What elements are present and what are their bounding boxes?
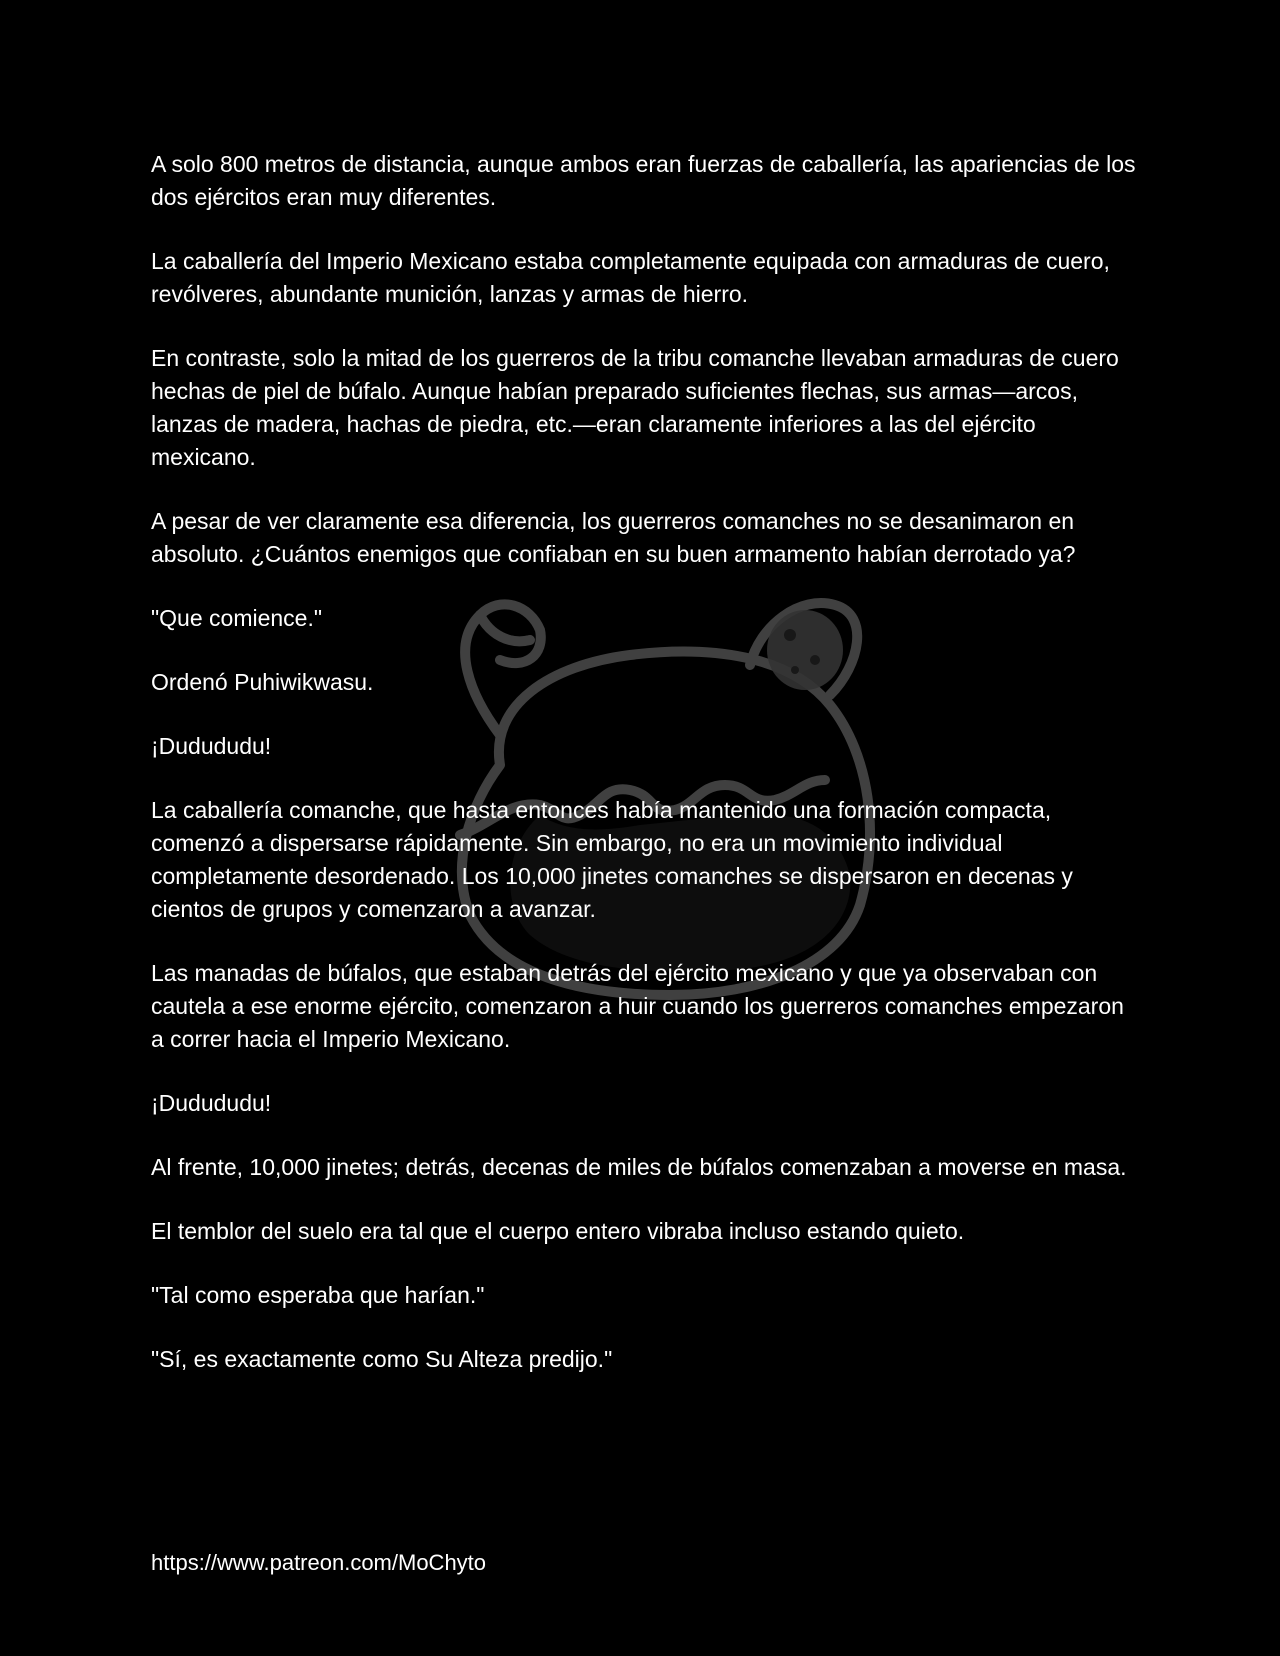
paragraph: Las manadas de búfalos, que estaban detrás del ejército mexicano y que ya observaban con cautela a ese enorme ejército, comenzaron a huir cuando los guerreros comanches empezaron a correr hacia el Imperio Mexicano. [151,960,1124,1052]
document-body [151,148,1141,1407]
paragraph: La caballería del Imperio Mexicano estaba completamente equipada con armaduras de cuero, revólveres, abundante munición, lanzas y armas de hierro. [151,248,1110,307]
paragraph: A pesar de ver claramente esa diferencia, los guerreros comanches no se desanimaron en absoluto. ¿Cuántos enemigos que confiaban en su buen armamento habían derrotado ya? [151,508,1076,567]
paragraph: Ordenó Puhiwikwasu. [151,669,374,695]
patreon-link[interactable]: https://www.patreon.com/MoChyto [151,1550,487,1575]
paragraph: ¡Dudududu! [151,1090,272,1116]
paragraph: "Que comience." [151,605,323,631]
paragraph: ¡Dudududu! [151,733,272,759]
paragraph: "Sí, es exactamente como Su Alteza predijo." [151,1346,613,1372]
paragraph: El temblor del suelo era tal que el cuerpo entero vibraba incluso estando quieto. [151,1218,965,1244]
paragraph: En contraste, solo la mitad de los guerreros de la tribu comanche llevaban armaduras de cuero hechas de piel de búfalo. Aunque habían preparado suficientes flechas, sus armas—arcos, lanzas de madera, hachas de piedra, etc.—eran claramente inferiores a las del ejército mexicano. [151,345,1119,470]
paragraph: A solo 800 metros de distancia, aunque ambos eran fuerzas de caballería, las apariencias de los dos ejércitos eran muy diferentes. [151,151,1136,210]
paragraph: "Tal como esperaba que harían." [151,1282,485,1308]
paragraph: La caballería comanche, que hasta entonces había mantenido una formación compacta, comenzó a dispersarse rápidamente. Sin embargo, no era un movimiento individual completamente desordenado. Los 10,000 jinetes comanches se dispersaron en decenas y cientos de grupos y comenzaron a avanzar. [151,797,1073,922]
paragraph: Al frente, 10,000 jinetes; detrás, decenas de miles de búfalos comenzaban a moverse en masa. [151,1154,1127,1180]
